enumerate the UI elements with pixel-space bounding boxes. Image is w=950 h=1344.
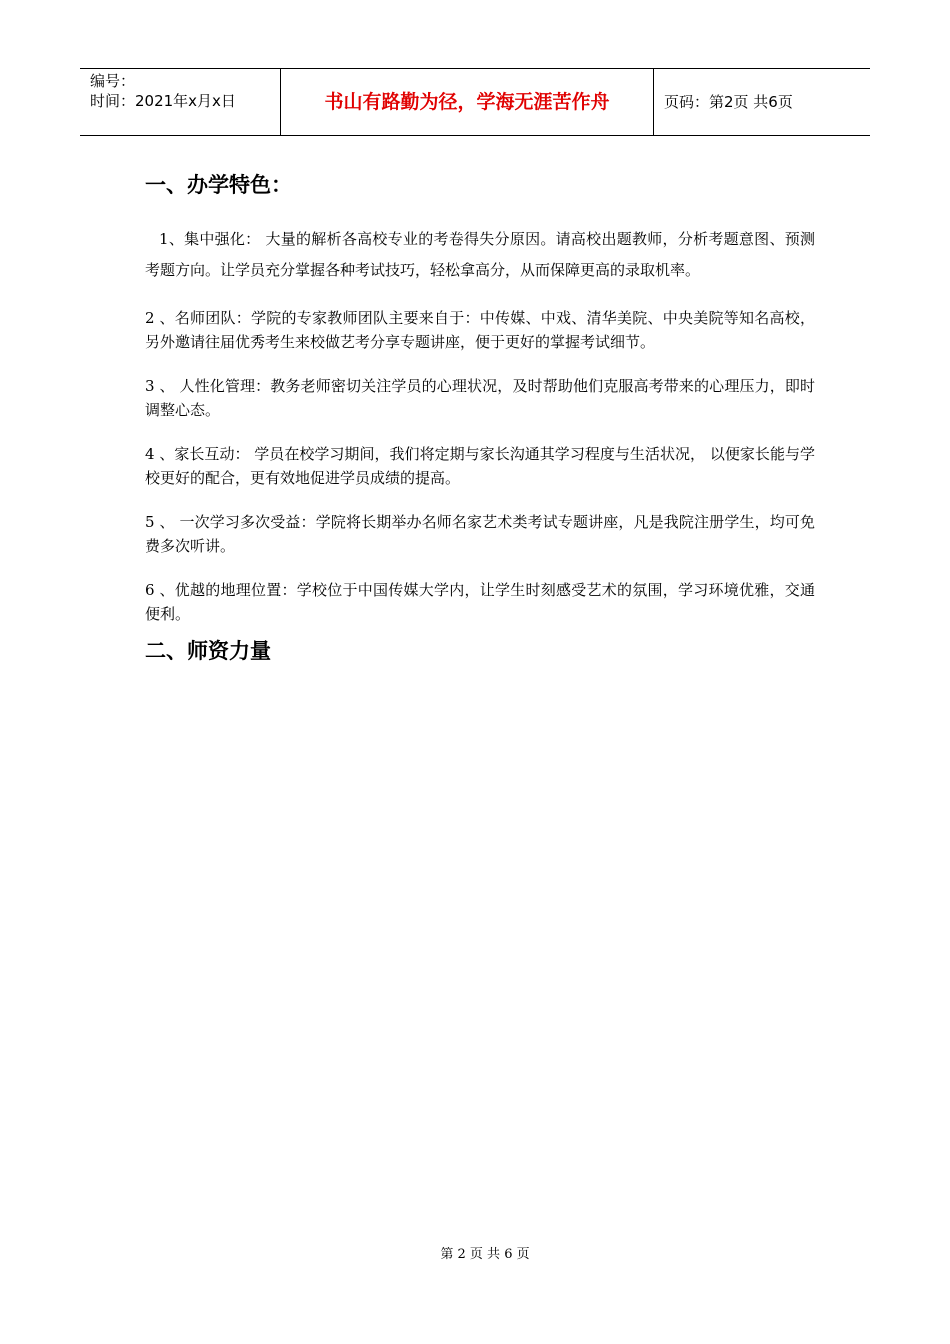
feature-paragraph-5: 5 、 一次学习多次受益：学院将长期举办名师名家艺术类考试专题讲座，凡是我院注册学生，均可免费多次听讲。 — [145, 513, 815, 555]
page-footer: 第 2 页 共 6 页 — [440, 1247, 530, 1262]
page-header — [80, 68, 870, 136]
feature-paragraph-4: 4 、家长互动： 学员在校学习期间，我们将定期与家长沟通其学习程度与生活状况， 以便家长能与学校更好的配合，更有效地促进学员成绩的提高。 — [145, 445, 815, 487]
section-title-faculty: 二、师资力量 — [145, 639, 271, 663]
document-body — [145, 170, 815, 666]
header-meta — [80, 69, 281, 136]
section-title-features: 一、办学特色： — [145, 173, 292, 197]
header-motto: 书山有路勤为径，学海无涯苦作舟 — [281, 69, 654, 136]
feature-paragraph-2: 2 、名师团队：学院的专家教师团队主要来自于：中传媒、中戏、清华美院、中央美院等知名高校，另外邀请往届优秀考生来校做艺考分享专题讲座，便于更好的掌握考试细节。 — [145, 309, 815, 351]
feature-paragraph-6: 6 、优越的地理位置：学校位于中国传媒大学内，让学生时刻感受艺术的氛围，学习环境优雅，交通便利。 — [145, 581, 815, 623]
feature-paragraph-1: 1、集中强化： 大量的解析各高校专业的考卷得失分原因。请高校出题教师，分析考题意图、预测考题方向。让学员充分掌握各种考试技巧，轻松拿高分，从而保障更高的录取机率。 — [145, 230, 815, 279]
feature-paragraph-3: 3 、 人性化管理：教务老师密切关注学员的心理状况，及时帮助他们克服高考带来的心理压力，即时调整心态。 — [145, 377, 815, 419]
header-page-info: 页码：第2页 共6页 — [664, 93, 793, 111]
date-label: 时间：2021年x月x日 — [90, 92, 236, 110]
serial-number-label: 编号： — [90, 72, 136, 90]
